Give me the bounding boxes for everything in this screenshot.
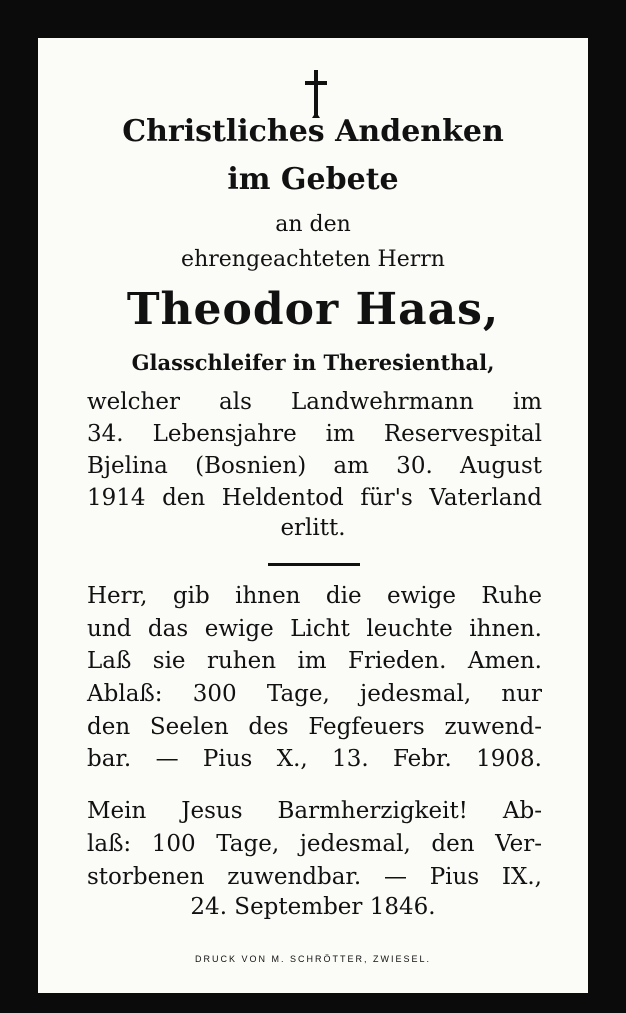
bio-line: erlitt.	[280, 515, 346, 541]
memorial-card	[38, 38, 588, 993]
indulgence-line: 24. September 1846.	[190, 894, 436, 920]
prayer-line: und das ewige Licht leuchte ihnen.	[87, 616, 542, 642]
prayer-line: Laß sie ruhen im Frieden. Amen.	[87, 648, 542, 674]
indulgence-line: Mein Jesus Barmherzigkeit! Ab-	[87, 798, 542, 824]
cross-icon	[305, 70, 327, 118]
line-herrn: ehrengeachteten Herrn	[181, 247, 445, 272]
line-an-den: an den	[275, 212, 351, 237]
bio-line: 1914 den Heldentod für's Vaterland	[87, 485, 542, 511]
bio-line: 34. Lebensjahre im Reservespital	[87, 421, 542, 447]
prayer-line: Ablaß: 300 Tage, jedesmal, nur	[87, 681, 542, 707]
indulgence-line: laß: 100 Tage, jedesmal, den Ver-	[87, 831, 542, 857]
printer-imprint: DRUCK VON M. SCHRÖTTER, ZWIESEL.	[194, 954, 431, 964]
heading-line-1: Christliches Andenken	[122, 114, 504, 149]
bio-line: Bjelina (Bosnien) am 30. August	[87, 453, 542, 479]
heading-line-2: im Gebete	[227, 162, 399, 197]
prayer-line: Herr, gib ihnen die ewige Ruhe	[87, 583, 542, 609]
deceased-name: Theodor Haas,	[126, 284, 500, 335]
indulgence-line: storbenen zuwendbar. — Pius IX.,	[87, 864, 542, 890]
bio-line: welcher als Landwehrmann im	[87, 389, 542, 415]
occupation: Glasschleifer in Theresienthal,	[131, 350, 495, 375]
prayer-line: bar. — Pius X., 13. Febr. 1908.	[87, 746, 542, 772]
prayer-line: den Seelen des Fegfeuers zuwend-	[87, 714, 542, 740]
divider	[268, 563, 360, 566]
